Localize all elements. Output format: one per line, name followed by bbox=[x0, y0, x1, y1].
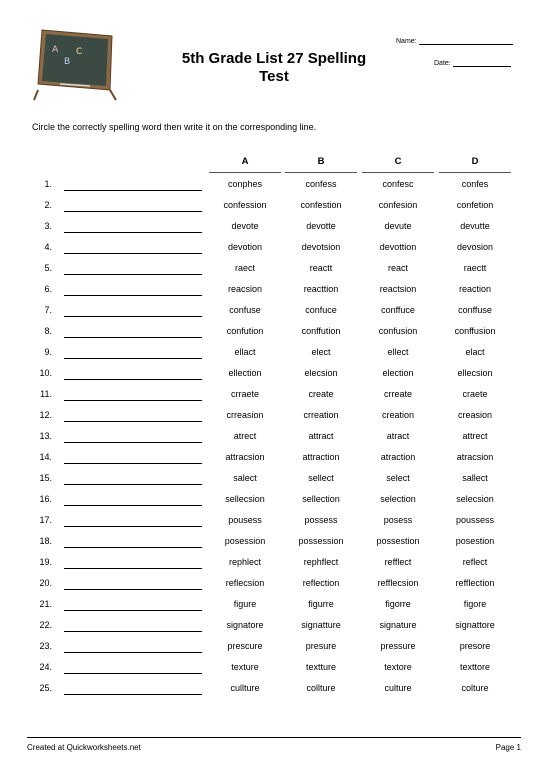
word-option-d[interactable]: signattore bbox=[455, 620, 495, 630]
word-option-b[interactable]: elect bbox=[311, 347, 331, 357]
word-option-a[interactable]: reacsion bbox=[227, 284, 263, 294]
question-number: 22. bbox=[39, 620, 52, 630]
word-option-b[interactable]: possess bbox=[304, 515, 338, 525]
word-option-c[interactable]: select bbox=[386, 473, 410, 483]
word-option-a[interactable]: conphes bbox=[227, 179, 263, 189]
word-option-c[interactable]: devute bbox=[384, 221, 412, 231]
word-option-a[interactable]: crreasion bbox=[226, 410, 264, 420]
answer-line[interactable] bbox=[64, 610, 202, 611]
word-option-c[interactable]: signature bbox=[379, 620, 417, 630]
word-option-d[interactable]: selecsion bbox=[456, 494, 494, 504]
answer-line[interactable] bbox=[64, 631, 202, 632]
answer-line[interactable] bbox=[64, 190, 202, 191]
word-option-c[interactable]: conffuce bbox=[381, 305, 415, 315]
word-option-a[interactable]: salect bbox=[233, 473, 257, 483]
word-option-d[interactable]: conffusion bbox=[454, 326, 496, 336]
word-option-a[interactable]: reflecsion bbox=[225, 578, 265, 588]
word-option-b[interactable]: devotsion bbox=[301, 242, 341, 252]
answer-line[interactable] bbox=[64, 274, 202, 275]
word-option-d[interactable]: poussess bbox=[455, 515, 495, 525]
answer-line[interactable] bbox=[64, 400, 202, 401]
word-option-a[interactable]: devote bbox=[231, 221, 259, 231]
question-number: 3. bbox=[44, 221, 52, 231]
answer-line[interactable] bbox=[64, 211, 202, 212]
answer-line[interactable] bbox=[64, 316, 202, 317]
word-option-b[interactable]: textture bbox=[305, 662, 336, 672]
word-option-c[interactable]: possestion bbox=[376, 536, 420, 546]
instructions: Circle the correctly spelling word then write it on the corresponding line. bbox=[32, 122, 317, 132]
column-header-underline bbox=[362, 172, 434, 173]
answer-line[interactable] bbox=[64, 253, 202, 254]
answer-line[interactable] bbox=[64, 232, 202, 233]
title-line-1: 5th Grade List 27 Spelling bbox=[181, 50, 367, 67]
word-option-a[interactable]: figure bbox=[233, 599, 257, 609]
word-option-c[interactable]: figorre bbox=[385, 599, 411, 609]
word-option-a[interactable]: attracsion bbox=[225, 452, 265, 462]
word-option-b[interactable]: conffution bbox=[301, 326, 341, 336]
word-option-c[interactable]: refflect bbox=[384, 557, 412, 567]
word-option-d[interactable]: sallect bbox=[462, 473, 488, 483]
word-option-c[interactable]: confesc bbox=[382, 179, 414, 189]
answer-line[interactable] bbox=[64, 547, 202, 548]
question-row bbox=[0, 197, 548, 218]
word-option-a[interactable]: cullture bbox=[230, 683, 260, 693]
answer-line[interactable] bbox=[64, 379, 202, 380]
question-number: 25. bbox=[39, 683, 52, 693]
word-option-b[interactable]: reacttion bbox=[303, 284, 339, 294]
question-row bbox=[0, 659, 548, 680]
word-option-a[interactable]: confession bbox=[223, 200, 267, 210]
answer-line[interactable] bbox=[64, 589, 202, 590]
word-option-d[interactable]: creasion bbox=[457, 410, 493, 420]
question-row bbox=[0, 365, 548, 386]
answer-line[interactable] bbox=[64, 421, 202, 422]
answer-line[interactable] bbox=[64, 652, 202, 653]
question-number: 20. bbox=[39, 578, 52, 588]
question-row bbox=[0, 575, 548, 596]
word-option-c[interactable]: confusion bbox=[378, 326, 418, 336]
question-number: 2. bbox=[44, 200, 52, 210]
question-number: 7. bbox=[44, 305, 52, 315]
word-option-c[interactable]: election bbox=[382, 368, 414, 378]
word-option-d[interactable]: devosion bbox=[456, 242, 494, 252]
word-option-b[interactable]: confestion bbox=[300, 200, 342, 210]
question-number: 4. bbox=[44, 242, 52, 252]
word-option-c[interactable]: ellect bbox=[387, 347, 409, 357]
word-option-d[interactable]: attrect bbox=[462, 431, 488, 441]
question-number: 1. bbox=[44, 179, 52, 189]
word-option-c[interactable]: selection bbox=[380, 494, 416, 504]
question-row bbox=[0, 218, 548, 239]
question-row bbox=[0, 386, 548, 407]
question-row bbox=[0, 344, 548, 365]
word-option-d[interactable]: ellecsion bbox=[457, 368, 493, 378]
word-option-b[interactable]: reactt bbox=[309, 263, 333, 273]
question-row bbox=[0, 617, 548, 638]
word-option-b[interactable]: collture bbox=[306, 683, 336, 693]
column-header-underline bbox=[285, 172, 357, 173]
word-option-a[interactable]: atrect bbox=[233, 431, 257, 441]
question-number: 8. bbox=[44, 326, 52, 336]
word-option-a[interactable]: sellecsion bbox=[225, 494, 265, 504]
question-row bbox=[0, 470, 548, 491]
answer-line[interactable] bbox=[64, 673, 202, 674]
answer-line[interactable] bbox=[64, 568, 202, 569]
word-option-d[interactable]: raectt bbox=[463, 263, 487, 273]
answer-line[interactable] bbox=[64, 484, 202, 485]
question-row bbox=[0, 638, 548, 659]
date-field[interactable] bbox=[434, 60, 511, 67]
word-option-b[interactable]: reflection bbox=[302, 578, 340, 588]
svg-text:A: A bbox=[52, 45, 59, 55]
word-option-b[interactable]: confuce bbox=[305, 305, 337, 315]
question-number: 19. bbox=[39, 557, 52, 567]
word-option-b[interactable]: attract bbox=[308, 431, 334, 441]
word-option-a[interactable]: posession bbox=[224, 536, 266, 546]
word-option-a[interactable]: rephlect bbox=[228, 557, 262, 567]
question-number: 13. bbox=[39, 431, 52, 441]
word-option-d[interactable]: confetion bbox=[456, 200, 494, 210]
word-option-c[interactable]: textore bbox=[384, 662, 412, 672]
word-option-a[interactable]: confuse bbox=[229, 305, 261, 315]
word-option-a[interactable]: prescure bbox=[227, 641, 263, 651]
word-option-c[interactable]: react bbox=[387, 263, 408, 273]
word-option-a[interactable]: signatore bbox=[226, 620, 264, 630]
word-option-b[interactable]: signatture bbox=[301, 620, 341, 630]
word-option-c[interactable]: confesion bbox=[378, 200, 418, 210]
question-row bbox=[0, 554, 548, 575]
answer-line[interactable] bbox=[64, 358, 202, 359]
question-number: 11. bbox=[40, 389, 52, 399]
word-option-d[interactable]: figore bbox=[463, 599, 487, 609]
answer-line[interactable] bbox=[64, 505, 202, 506]
answer-line[interactable] bbox=[64, 526, 202, 527]
word-option-d[interactable]: confes bbox=[461, 179, 489, 189]
word-option-d[interactable]: craete bbox=[462, 389, 488, 399]
question-row bbox=[0, 596, 548, 617]
word-option-d[interactable]: conffuse bbox=[458, 305, 492, 315]
word-option-a[interactable]: crraete bbox=[230, 389, 259, 399]
page-title bbox=[170, 50, 378, 86]
word-option-b[interactable]: elecsion bbox=[304, 368, 338, 378]
footer-divider bbox=[27, 737, 521, 738]
svg-text:B: B bbox=[64, 57, 71, 67]
question-row bbox=[0, 302, 548, 323]
word-option-c[interactable]: atraction bbox=[380, 452, 416, 462]
word-option-a[interactable]: raect bbox=[234, 263, 255, 273]
question-number: 10. bbox=[39, 368, 52, 378]
answer-line[interactable] bbox=[64, 463, 202, 464]
name-field[interactable] bbox=[396, 38, 513, 45]
word-option-a[interactable]: ellection bbox=[228, 368, 262, 378]
question-number: 23. bbox=[39, 641, 52, 651]
word-option-b[interactable]: sellection bbox=[302, 494, 340, 504]
word-option-d[interactable]: presore bbox=[459, 641, 491, 651]
word-option-d[interactable]: reflect bbox=[462, 557, 488, 567]
question-number: 17. bbox=[39, 515, 52, 525]
word-option-d[interactable]: atracsion bbox=[456, 452, 494, 462]
column-header-d: D bbox=[439, 156, 511, 167]
word-option-d[interactable]: elact bbox=[465, 347, 485, 357]
word-option-d[interactable]: texttore bbox=[459, 662, 490, 672]
word-option-b[interactable]: sellect bbox=[308, 473, 334, 483]
question-number: 12. bbox=[39, 410, 52, 420]
word-option-b[interactable]: confess bbox=[305, 179, 337, 189]
question-number: 5. bbox=[44, 263, 52, 273]
name-line[interactable] bbox=[419, 44, 513, 45]
question-number: 9. bbox=[44, 347, 52, 357]
question-row bbox=[0, 176, 548, 197]
word-option-c[interactable]: devottion bbox=[379, 242, 417, 252]
question-row bbox=[0, 239, 548, 260]
footer-credit: Created at Quickworksheets.net bbox=[27, 743, 141, 752]
question-row bbox=[0, 281, 548, 302]
answer-line[interactable] bbox=[64, 337, 202, 338]
word-option-c[interactable]: refflecsion bbox=[377, 578, 419, 588]
word-option-b[interactable]: attraction bbox=[302, 452, 340, 462]
word-option-c[interactable]: creation bbox=[381, 410, 415, 420]
word-option-d[interactable]: devutte bbox=[460, 221, 490, 231]
question-row bbox=[0, 260, 548, 281]
word-option-c[interactable]: pressure bbox=[380, 641, 416, 651]
date-line[interactable] bbox=[453, 66, 511, 67]
column-header-underline bbox=[209, 172, 281, 173]
question-number: 16. bbox=[39, 494, 52, 504]
word-option-b[interactable]: presure bbox=[305, 641, 337, 651]
question-row bbox=[0, 533, 548, 554]
question-row bbox=[0, 491, 548, 512]
name-label: Name: bbox=[396, 38, 417, 45]
word-option-a[interactable]: confution bbox=[226, 326, 264, 336]
question-number: 6. bbox=[44, 284, 52, 294]
word-option-a[interactable]: texture bbox=[231, 662, 259, 672]
question-row bbox=[0, 407, 548, 428]
question-number: 14. bbox=[39, 452, 52, 462]
chalkboard-logo bbox=[30, 28, 120, 102]
question-number: 18. bbox=[39, 536, 52, 546]
question-number: 15. bbox=[39, 473, 52, 483]
word-option-a[interactable]: pousess bbox=[228, 515, 262, 525]
column-header-b: B bbox=[285, 156, 357, 167]
word-option-a[interactable]: devotion bbox=[227, 242, 263, 252]
answer-line[interactable] bbox=[64, 442, 202, 443]
question-row bbox=[0, 680, 548, 701]
title-line-2: Test bbox=[259, 68, 289, 85]
word-option-c[interactable]: atract bbox=[386, 431, 410, 441]
column-header-a: A bbox=[209, 156, 281, 167]
word-option-b[interactable]: crreation bbox=[303, 410, 339, 420]
word-option-d[interactable]: colture bbox=[461, 683, 489, 693]
page-number: Page 1 bbox=[495, 743, 521, 752]
word-option-b[interactable]: create bbox=[308, 389, 334, 399]
question-number: 21. bbox=[39, 599, 52, 609]
date-label: Date: bbox=[434, 60, 451, 67]
column-header-underline bbox=[439, 172, 511, 173]
column-header-c: C bbox=[362, 156, 434, 167]
word-option-c[interactable]: reactsion bbox=[379, 284, 417, 294]
question-row bbox=[0, 449, 548, 470]
question-row bbox=[0, 323, 548, 344]
question-number: 24. bbox=[39, 662, 52, 672]
word-option-d[interactable]: reaction bbox=[458, 284, 492, 294]
svg-text:C: C bbox=[76, 47, 83, 57]
word-option-c[interactable]: crreate bbox=[383, 389, 412, 399]
word-option-b[interactable]: possession bbox=[298, 536, 344, 546]
word-option-d[interactable]: reffleсtion bbox=[455, 578, 495, 588]
word-option-b[interactable]: figurre bbox=[308, 599, 334, 609]
word-option-a[interactable]: ellact bbox=[234, 347, 256, 357]
question-row bbox=[0, 428, 548, 449]
word-option-d[interactable]: posestion bbox=[455, 536, 495, 546]
question-row bbox=[0, 512, 548, 533]
word-option-c[interactable]: posess bbox=[383, 515, 413, 525]
answer-line[interactable] bbox=[64, 694, 202, 695]
word-option-c[interactable]: culture bbox=[384, 683, 412, 693]
word-option-b[interactable]: rephflect bbox=[303, 557, 339, 567]
answer-line[interactable] bbox=[64, 295, 202, 296]
word-option-b[interactable]: devotte bbox=[306, 221, 336, 231]
